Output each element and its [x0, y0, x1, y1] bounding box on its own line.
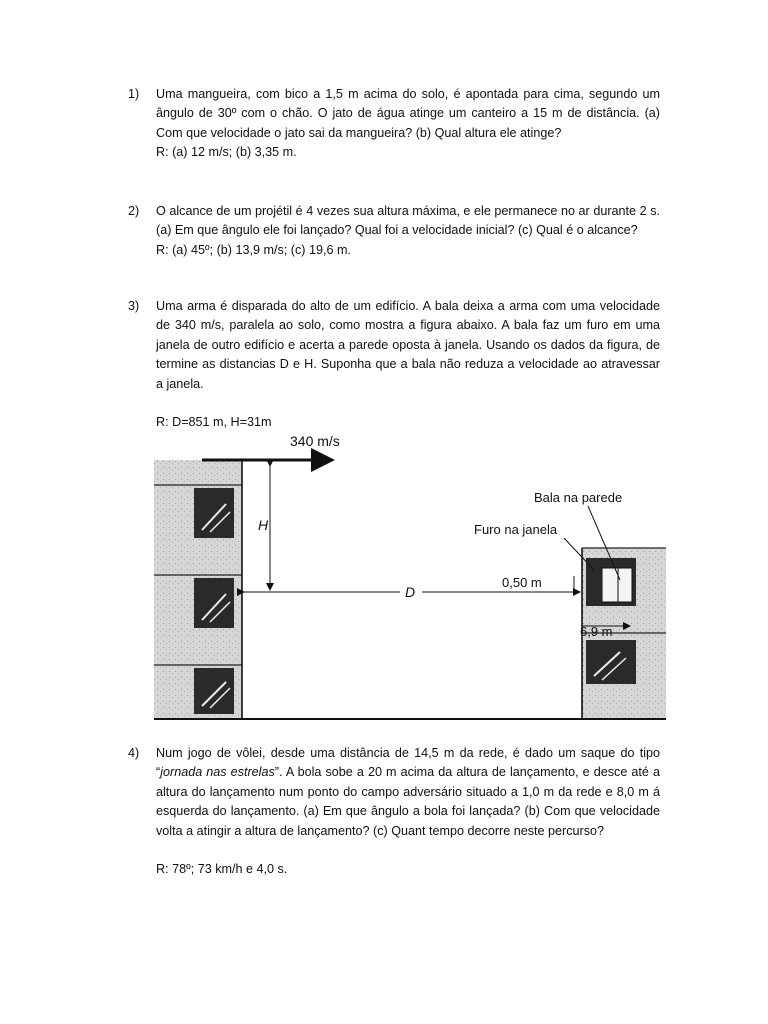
velocity-label: 340 m/s: [290, 433, 340, 449]
question-number: 3): [128, 299, 140, 313]
question-number: 2): [128, 204, 140, 218]
question-text: O alcance de um projétil é 4 vezes sua altura máxima, e ele permanece no ar durante 2 s. (a) Em que ângulo ele foi lançado? Qual foi a velocidade inicial? (c) Qual é o alcance?: [156, 204, 660, 238]
question-answer: R: (a) 12 m/s; (b) 3,35 m.: [156, 145, 297, 160]
question-text: Uma arma é disparada do alto de um edifício. A bala deixa a arma com uma velocidade de 340 m/s, paralela ao solo, como mostra a figura abaixo. A bala faz um furo em uma janela de outro edifício e acerta a parede oposta à janela. Usando os dados da figura, de termine as distancias D e H. Suponha que a bala não reduza a velocidade ao atravessar a janela.: [156, 299, 660, 391]
question-answer: R: (a) 45º; (b) 13,9 m/s; (c) 19,6 m.: [156, 242, 351, 257]
question-4: [128, 744, 660, 879]
question-2: [128, 202, 660, 260]
window-hole-label: Furo na janela: [474, 522, 558, 537]
bullet-wall-label: Bala na parede: [534, 490, 623, 505]
building-figure: [150, 430, 670, 730]
drop-label: 0,50 m: [502, 575, 542, 590]
distance-label: D: [405, 584, 416, 600]
question-answer: R: D=851 m, H=31m: [156, 415, 272, 430]
question-text: Uma mangueira, com bico a 1,5 m acima do solo, é apontada para cima, segundo um ângulo de 30º com o chão. O jato de água atinge um canteiro a 15 m de distância. (a) Com que velocidade o jato sai da mangueira? (b) Qual altura ele atinge?: [156, 87, 660, 140]
building-diagram: [150, 430, 670, 730]
question-3: [128, 297, 660, 432]
question-number: 1): [128, 87, 140, 101]
question-text-part: Num jogo de vôlei, desde uma distância de 14,5 m da rede, é dado um saque do tipo “: [156, 746, 660, 780]
window: [586, 640, 636, 684]
question-text: [156, 744, 660, 841]
height-label: H: [258, 517, 269, 533]
question-text-italic: jornada nas estrelas: [160, 765, 275, 780]
room-width-label: 6,9 m: [580, 624, 613, 639]
question-number: 4): [128, 746, 140, 760]
left-building: [154, 460, 242, 720]
question-answer: R: 78º; 73 km/h e 4,0 s.: [156, 862, 288, 877]
question-1: [128, 85, 660, 163]
question-text-part: ”. A bola sobe a 20 m acima da altura de lançamento, e desce até a altura do lançamento num ponto do campo adversário situado a 1,0 m da rede e 8,0 m á esquerda do lançamento. (a) Em que ângulo a bola foi lançada? (b) Com que velocidade volta a atingir a altura de lançamento? (c) Quant tempo decorre neste percurso?: [156, 765, 660, 838]
